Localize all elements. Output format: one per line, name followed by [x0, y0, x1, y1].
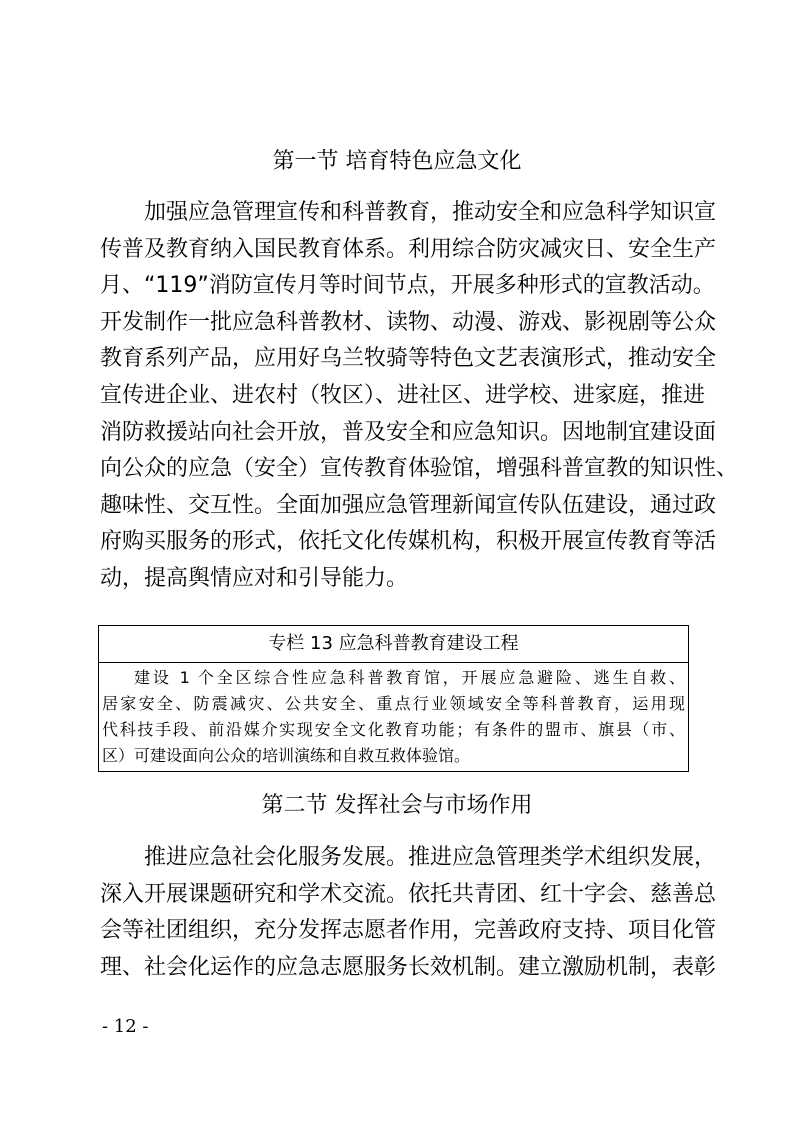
box-line: 建设 1 个全区综合性应急科普教育馆，开展应急避险、逃生自救、: [134, 668, 685, 687]
paragraph-line: 推进应急社会化服务发展。推进应急管理类学术组织发展，: [144, 845, 717, 870]
page-number: - 12 -: [102, 1016, 149, 1037]
paragraph-line: 府购买服务的形式，依托文化传媒机构，积极开展宣传教育等活: [100, 529, 717, 555]
box-line: 区）可建设面向公众的培训演练和自救互救体验馆。: [102, 746, 471, 765]
paragraph-line: 传普及教育纳入国民教育体系。利用综合防灾减灾日、安全生产: [100, 236, 717, 262]
paragraph-line: 消防救援站向社会开放，普及安全和应急知识。因地制宜建设面: [100, 419, 717, 445]
paragraph-line: 趣味性、交互性。全面加强应急管理新闻宣传队伍建设，通过政: [100, 492, 717, 518]
section-heading-2: 第二节 发挥社会与市场作用: [261, 793, 533, 818]
paragraph-line: 加强应急管理宣传和科普教育，推动安全和应急科学知识宣: [144, 200, 717, 225]
paragraph-line: 会等社团组织，充分发挥志愿者作用，完善政府支持、项目化管: [100, 918, 717, 944]
paragraph-line: 教育系列产品，应用好乌兰牧骑等特色文艺表演形式，推动安全: [100, 346, 717, 372]
section-1-paragraph: [100, 195, 739, 598]
paragraph-line: 开发制作一批应急科普教材、读物、动漫、游戏、影视剧等公众: [100, 309, 717, 335]
column-box-title: 专栏 13 应急科普教育建设工程: [99, 626, 688, 663]
paragraph-line: 宣传进企业、进农村（牧区）、进社区、进学校、进家庭，推进: [100, 382, 706, 408]
paragraph-line: 深入开展课题研究和学术交流。依托共青团、红十字会、慈善总: [100, 881, 717, 907]
section-2-paragraph: [100, 840, 717, 986]
paragraph-line: 理、社会化运作的应急志愿服务长效机制。建立激励机制，表彰: [100, 954, 717, 980]
paragraph-line: 向公众的应急（安全）宣传教育体验馆，增强科普宣教的知识性、: [100, 456, 739, 482]
section-heading-1: 第一节 培育特色应急文化: [272, 149, 522, 174]
box-line: 代科技手段、前沿媒介实现安全文化教育功能；有条件的盟市、旗县（市、: [102, 720, 685, 739]
column-box: [98, 625, 689, 772]
paragraph-line: 动，提高舆情应对和引导能力。: [100, 565, 409, 591]
box-line: 居家安全、防震减灾、公共安全、重点行业领域安全等科普教育，运用现: [102, 694, 685, 713]
column-box-body: [99, 663, 688, 769]
paragraph-line: 月、“119”消防宣传月等时间节点，开展多种形式的宣教活动。: [100, 273, 715, 299]
